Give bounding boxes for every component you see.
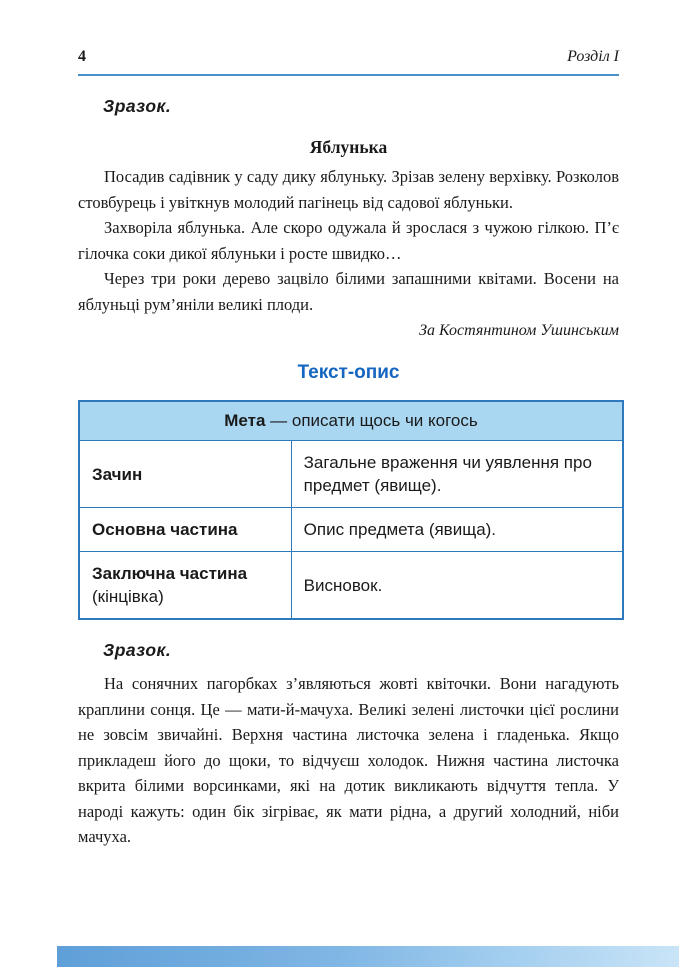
table-desc-cell: Загальне враження чи уявлення про предмет (явище). [291,441,623,508]
term-text: Основна частина [92,520,238,539]
story-title: Яблунька [309,137,388,157]
table-row [79,508,623,552]
story-paragraph: Через три роки дерево зацвіло білими запашними квітами. Восени на яблуньці рум’яніли великі плоди. [78,269,619,314]
running-head [78,0,619,76]
sample-label-1: Зразок. [103,96,172,116]
table-term-cell [79,441,291,508]
term-note: (кінцівка) [92,587,164,606]
footer-decoration-bar [57,946,679,967]
sample-paragraph: На сонячних пагорбках з’являються жовті квіточки. Вони нагадують краплини сонця. Це — мати-й-мачуха. Великі зелені листочки цієї рослини не зовсім звичайні. Верхня частина листочка зелена і гладенька. Якщо прикладеш його до щоки, то відчуєш холодок. Нижня частина листочка вкрита білими ворсинками, які на дотик викликають відчуття тепла. У народі кажуть: один бік зігріває, як мати рідна, а другий холодний, ніби мачуха. [78,674,619,846]
table-header-rest: — описати щось чи когось [265,411,478,430]
author-attribution: За Костянтином Ушинським [419,322,619,339]
story-paragraph: Захворіла яблунька. Але скоро одужала й зрослася з чужою гілкою. П’є гілочка соки дикої яблуньки і росте швидко… [78,218,619,263]
table-desc-cell: Опис предмета (явища). [291,508,623,552]
text-description-scheme-table [78,400,624,620]
term-text: Зачин [92,464,143,484]
story-paragraph: Посадив садівник у саду дику яблуньку. Зрізав зелену верхівку. Розколов стовбурець і увіткнув молодий пагінець від садової яблуньки. [78,167,619,212]
table-term-cell [79,508,291,552]
sample-label-2: Зразок. [103,640,172,660]
table-row [79,441,623,508]
table-header-term: Мета [224,411,266,430]
table-term-cell [79,552,291,620]
section-heading: Текст-опис [297,362,400,383]
term-text: Заключна частина [92,564,248,583]
chapter-label: Розділ I [567,48,619,65]
table-desc-cell: Висновок. [291,552,623,620]
page-number: 4 [78,48,86,65]
table-row [79,552,623,620]
table-header-row [79,401,623,441]
table-header-cell [79,401,623,441]
